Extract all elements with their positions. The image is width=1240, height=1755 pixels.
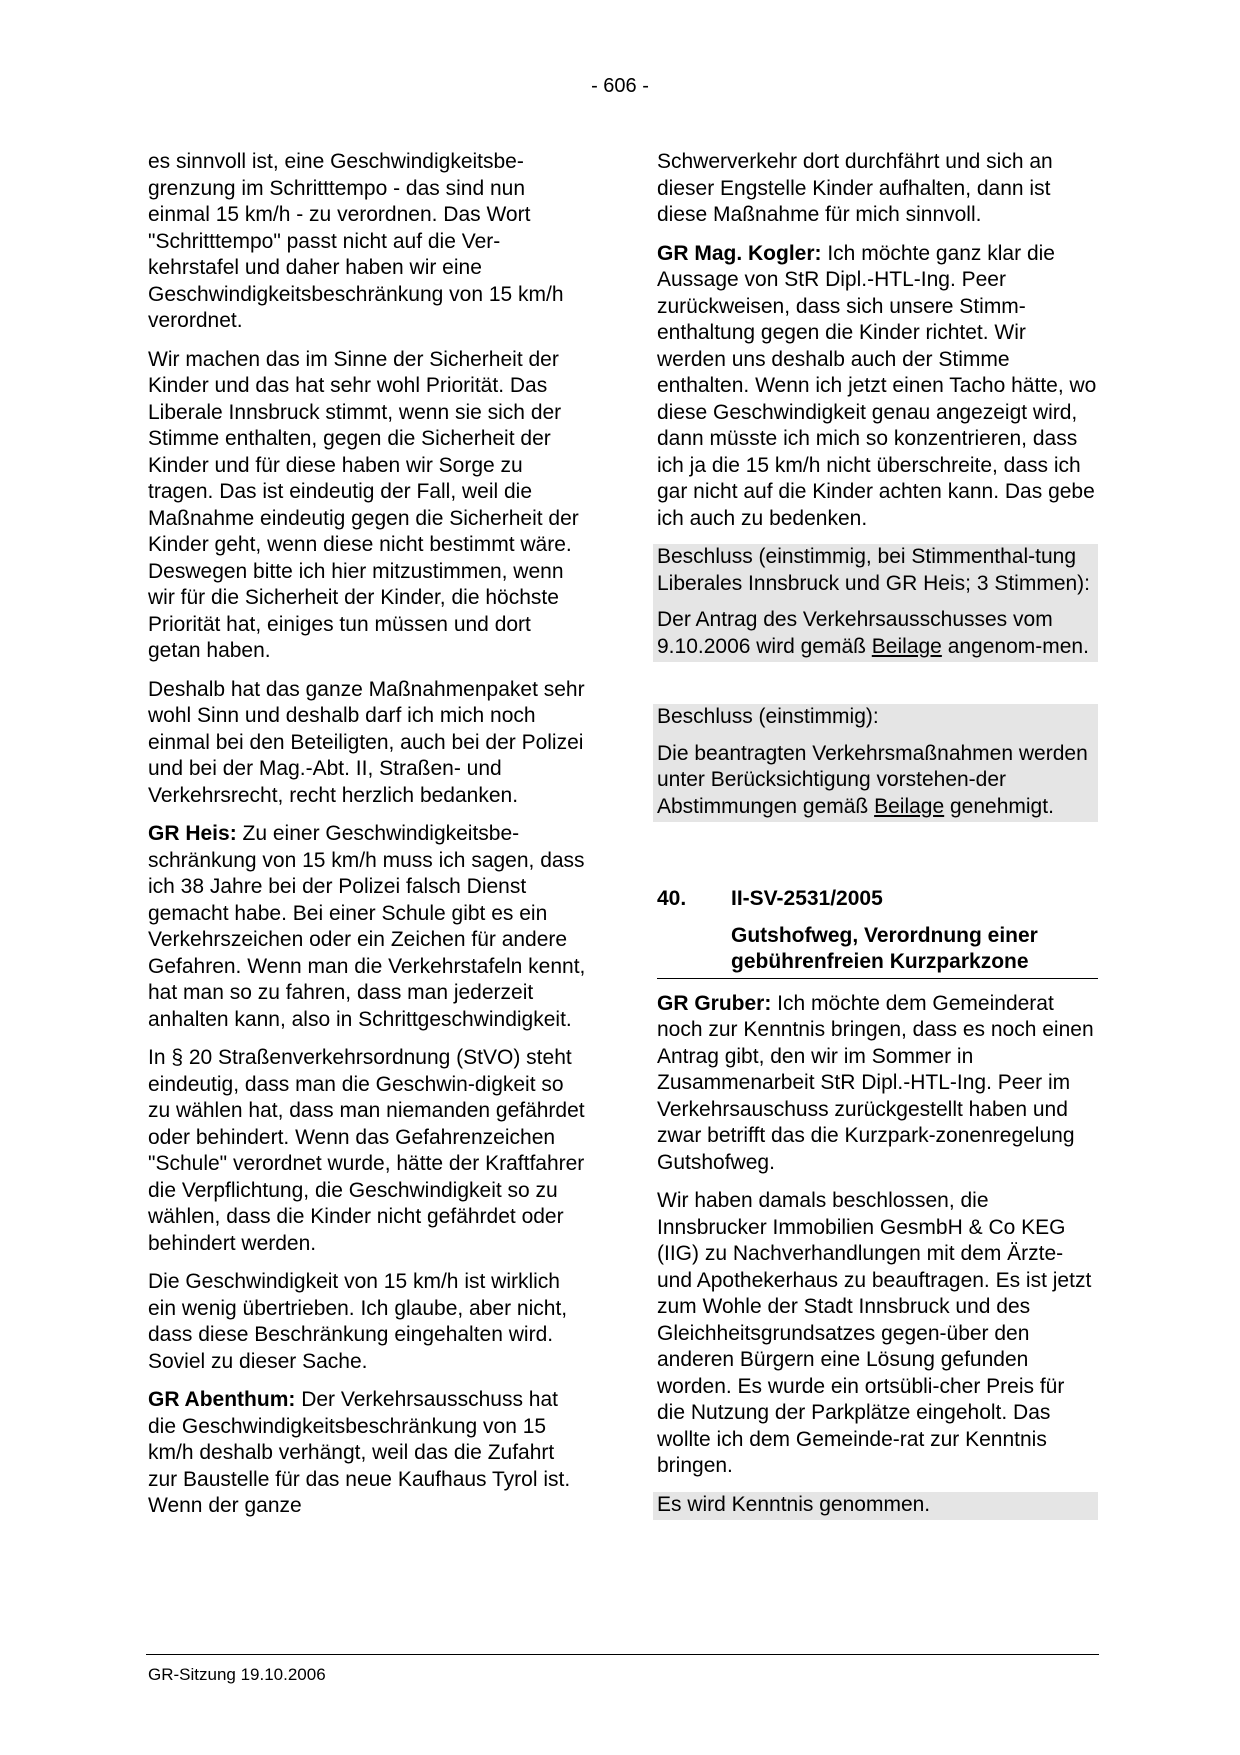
speaker-name: GR Gruber: [657, 991, 772, 1015]
resolution-text [657, 607, 1094, 662]
paragraph: Wir haben damals beschlossen, die Innsbrucker Immobilien GesmbH & Co KEG (IIG) zu Nachverhandlungen mit dem Ärzte- und Apothekerhaus zu beauftragen. Es ist jetzt zum Wohle der Stadt Innsbruck und des Gleichheitsgrundsatzes gegen-über den anderen Bürgern eine Lösung gefunden worden. Es wurde ein ortsübli-cher Preis für die Nutzung der Parkplätze eingeholt. Das wollte ich dem Gemeinde-rat zur Kenntnis bringen. [657, 1189, 1092, 1477]
agenda-item-header [657, 886, 1098, 913]
resolution-text-part: Die beantragten Verkehrsmaßnahmen werden unter Berücksichtigung vorstehen-der Abstimmungen gemäß [657, 741, 1088, 818]
paragraph: Wir machen das im Sinne der Sicherheit der Kinder und das hat sehr wohl Priorität. Das Liberale Innsbruck stimmt, wenn sie sich der Stimme enthalten, gegen die Sicherheit der Kinder und für diese haben wir Sorge zu tragen. Das ist eindeutig der Fall, weil die Maßnahme eindeutig gegen die Sicherheit der Kinder geht, wenn diese nicht bestimmt wäre. Deswegen bitte ich hier mitzustimmen, wenn wir für die Sicherheit der Kinder, die höchste Priorität hat, einiges tun müssen und dort getan haben. [148, 347, 579, 662]
speaker-name: GR Abenthum: [148, 1388, 296, 1411]
agenda-number: 40. [657, 887, 687, 910]
speech-text: Ich möchte dem Gemeinderat noch zur Kenntnis bringen, dass es noch einen Antrag gibt, den wir im Sommer in Zusammenarbeit StR Dipl.-HTL-Ing. Peer im Verkehrsauschuss zurückgestellt haben und zwar betrifft das die Kurzpark-zonenregelung Gutshofweg. [657, 991, 1094, 1174]
resolution-heading: Beschluss (einstimmig, bei Stimmenthal-tung Liberales Innsbruck und GR Heis; 3 Stimmen): [657, 545, 1091, 595]
resolution-text-part: angenom-men. [941, 634, 1089, 658]
paragraph: Die Geschwindigkeit von 15 km/h ist wirklich ein wenig übertrieben. Ich glaube, aber nicht, dass diese Beschränkung eingehalten wird. Soviel zu dieser Sache. [148, 1270, 568, 1373]
agenda-reference: II-SV-2531/2005 [731, 887, 883, 910]
resolution-text [657, 741, 1094, 823]
left-column [148, 149, 586, 1532]
resolution-text-part: genehmigt. [944, 794, 1054, 818]
beilage-link[interactable]: Beilage [871, 634, 942, 658]
speech-gruber [657, 991, 1098, 1177]
page-number: - 606 - [591, 75, 649, 97]
speech-abenthum [148, 1387, 586, 1520]
footer-divider [146, 1654, 1099, 1655]
paragraph: Schwerverkehr dort durchfährt und sich an dieser Engstelle Kinder aufhalten, dann ist diese Maßnahme für mich sinnvoll. [657, 150, 1053, 226]
beilage-link[interactable]: Beilage [874, 794, 945, 818]
paragraph: Deshalb hat das ganze Maßnahmenpaket sehr wohl Sinn und deshalb darf ich mich noch einmal bei den Beteiligten, auch bei der Polizei und bei der Mag.-Abt. II, Straßen- und Verkehrsrecht, recht herzlich bedanken. [148, 677, 585, 807]
speech-text: Der Verkehrsausschuss hat die Geschwindigkeitsbeschränkung von 15 km/h deshalb verhängt, weil das die Zufahrt zur Baustelle für das neue Kaufhaus Tyrol ist. Wenn der ganze [148, 1388, 571, 1517]
paragraph: es sinnvoll ist, eine Geschwindigkeitsbe-grenzung im Schritttempo - das sind nun einmal 15 km/h - zu verordnen. Das Wort "Schritttempo" passt nicht auf die Ver-kehrstafel und daher haben wir eine Geschwindigkeitsbeschränkung von 15 km/h verordnet. [148, 150, 564, 332]
paragraph: In § 20 Straßenverkehrsordnung (StVO) steht eindeutig, dass man die Geschwin-digkeit so zu wählen hat, dass man niemanden gefährdet oder behindert. Wenn das Gefahrenzeichen "Schule" verordnet wurde, hätte der Kraftfahrer die Verpflichtung, die Geschwindigkeit so zu wählen, dass die Kinder nicht gefährdet oder behindert werden. [148, 1046, 585, 1255]
speech-heis [148, 821, 586, 1033]
resolution-box [653, 544, 1098, 662]
agenda-title: Gutshofweg, Verordnung einer gebührenfreien Kurzparkzone [657, 923, 1098, 979]
speech-text: Ich möchte ganz klar die Aussage von StR Dipl.-HTL-Ing. Peer zurückweisen, dass sich unsere Stimm-enthaltung gegen die Kinder richtet. Wir werden uns deshalb auch der Stimme enthalten. Wenn ich jetzt einen Tacho hätte, wo diese Geschwindigkeit genau angezeigt wird, dann müsste ich mich so konzentrieren, dass ich ja die 15 km/h nicht überschreite, dass ich gar nicht auf die Kinder achten kann. Das gebe ich auch zu bedenken. [657, 241, 1097, 530]
speech-text: Zu einer Geschwindigkeitsbe-schränkung von 15 km/h muss ich sagen, dass ich 38 Jahre bei der Polizei falsch Dienst gemacht habe. Bei einer Schule gibt es ein Verkehrszeichen oder ein Zeichen für andere Gefahren. Wenn man die Verkehrstafeln kennt, hat man so zu fahren, dass man jederzeit anhalten kann, also in Schrittgeschwindigkeit. [148, 822, 586, 1031]
footer-session-date: GR-Sitzung 19.10.2006 [148, 1665, 326, 1684]
speaker-name: GR Heis: [148, 822, 237, 845]
resolution-box [653, 704, 1098, 822]
speech-kogler [657, 241, 1098, 533]
right-column [657, 149, 1098, 1520]
resolution-text-part: Der Antrag des Verkehrsausschusses vom 9.10.2006 wird gemäß [657, 608, 1053, 658]
speaker-name: GR Mag. Kogler: [657, 241, 822, 265]
resolution-heading: Beschluss (einstimmig): [657, 705, 879, 728]
notice-text: Es wird Kenntnis genommen. [657, 1492, 931, 1516]
notice-box [653, 1492, 1098, 1521]
